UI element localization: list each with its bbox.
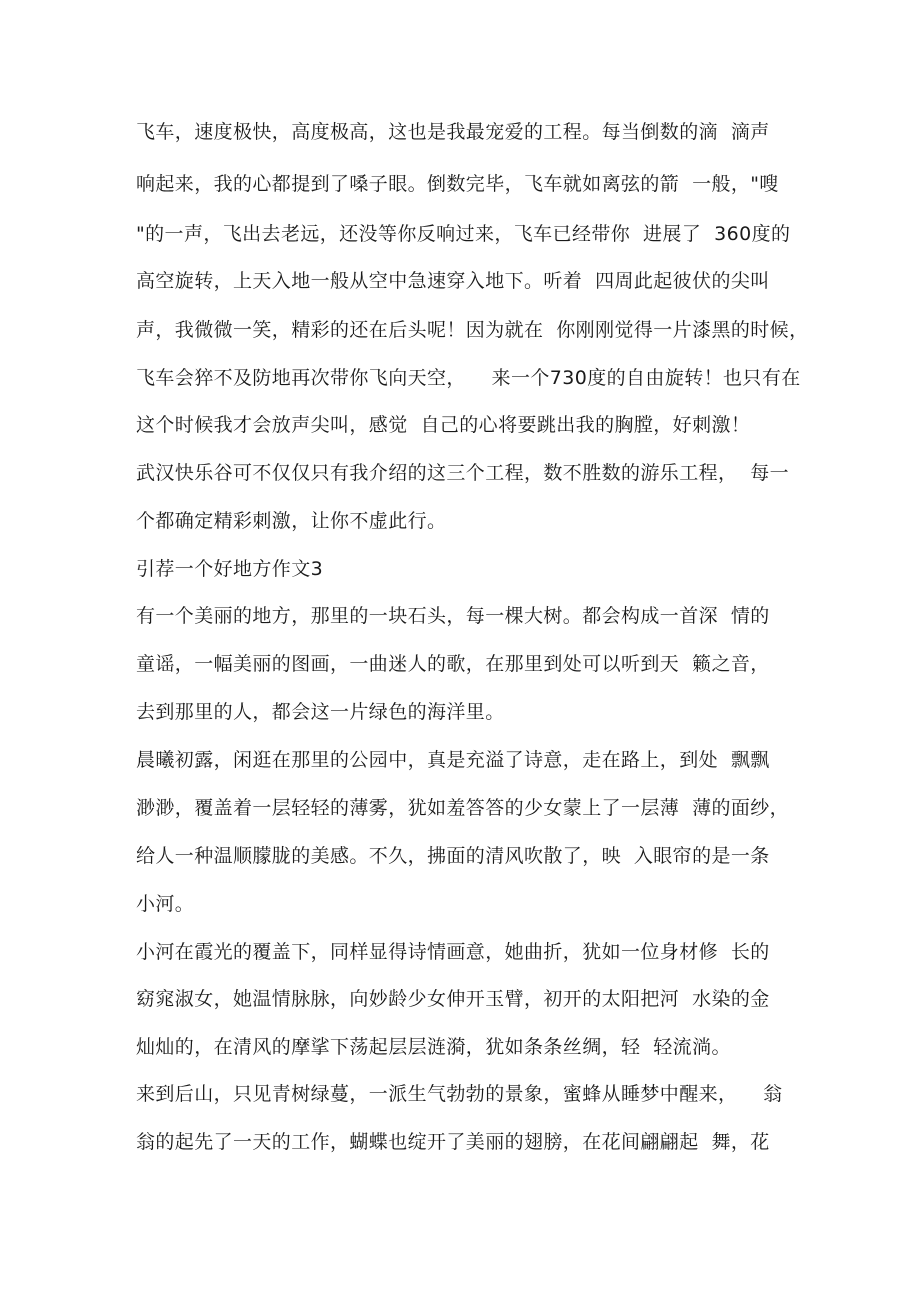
- text-line: 渺渺，覆盖着一层轻轻的薄雾，犹如羞答答的少女蒙上了一层薄 薄的面纱，: [136, 797, 790, 819]
- text-line: 灿灿的，在清风的摩挲下荡起层层涟漪，犹如条条丝绸，轻 轻流淌。: [136, 1036, 731, 1058]
- text-line: 有一个美丽的地方，那里的一块石头，每一棵大树。都会构成一首深 情的: [136, 605, 770, 627]
- text-line: 给人一种温顺朦胧的美感。不久，拂面的清风吹散了，映 入眼帘的是一条: [136, 845, 770, 867]
- text-line: 声，我微微一笑，精彩的还在后头呢！因为就在 你刚刚觉得一片漆黑的时候，: [136, 319, 809, 341]
- text-line: 窈窕淑女，她温情脉脉，向妙龄少女伸开玉臂，初开的太阳把河 水染的金: [136, 988, 770, 1010]
- text-line: 晨曦初露，闲逛在那里的公园中，真是充溢了诗意，走在路上，到处 飘飘: [136, 749, 770, 771]
- text-line: 童谣，一幅美丽的图画，一曲迷人的歌，在那里到处可以听到天 籁之音，: [136, 653, 770, 675]
- text-line: 个都确定精彩刺激，让你不虚此行。: [136, 510, 447, 532]
- text-line: 翁的起先了一天的工作，蝴蝶也绽开了美丽的翅膀，在花间翩翩起 舞，花: [136, 1131, 770, 1153]
- text-line: 小河。: [136, 893, 195, 915]
- text-line: 小河在霞光的覆盖下，同样显得诗情画意，她曲折，犹如一位身材修 长的: [136, 941, 770, 963]
- text-line: 高空旋转，上天入地一般从空中急速穿入地下。听着 四周此起彼伏的尖叫: [136, 270, 770, 292]
- text-line: 这个时候我才会放声尖叫，感觉 自己的心将要跳出我的胸膛，好刺激！: [136, 414, 751, 436]
- text-line: 武汉快乐谷可不仅仅只有我介绍的这三个工程，数不胜数的游乐工程， 每一: [136, 462, 790, 484]
- text-line: 响起来，我的心都提到了嗓子眼。倒数完毕，飞车就如离弦的箭 一般，"嗖: [136, 173, 779, 195]
- text-line: 飞车，速度极快，高度极高，这也是我最宠爱的工程。每当倒数的滴 滴声: [136, 121, 770, 143]
- section-heading: 引荐一个好地方作文3: [136, 558, 324, 580]
- text-line: 来到后山，只见青树绿蔓，一派生气勃勃的景象，蜜蜂从睡梦中醒来， 翁: [136, 1083, 783, 1105]
- text-line: 去到那里的人，都会这一片绿色的海洋里。: [136, 701, 505, 723]
- text-line: "的一声，飞出去老远，还没等你反响过来，飞车已经带你 进展了 360度的: [136, 223, 791, 245]
- text-line: 飞车会猝不及防地再次带你飞向天空， 来一个730度的自由旋转！也只有在: [136, 367, 801, 389]
